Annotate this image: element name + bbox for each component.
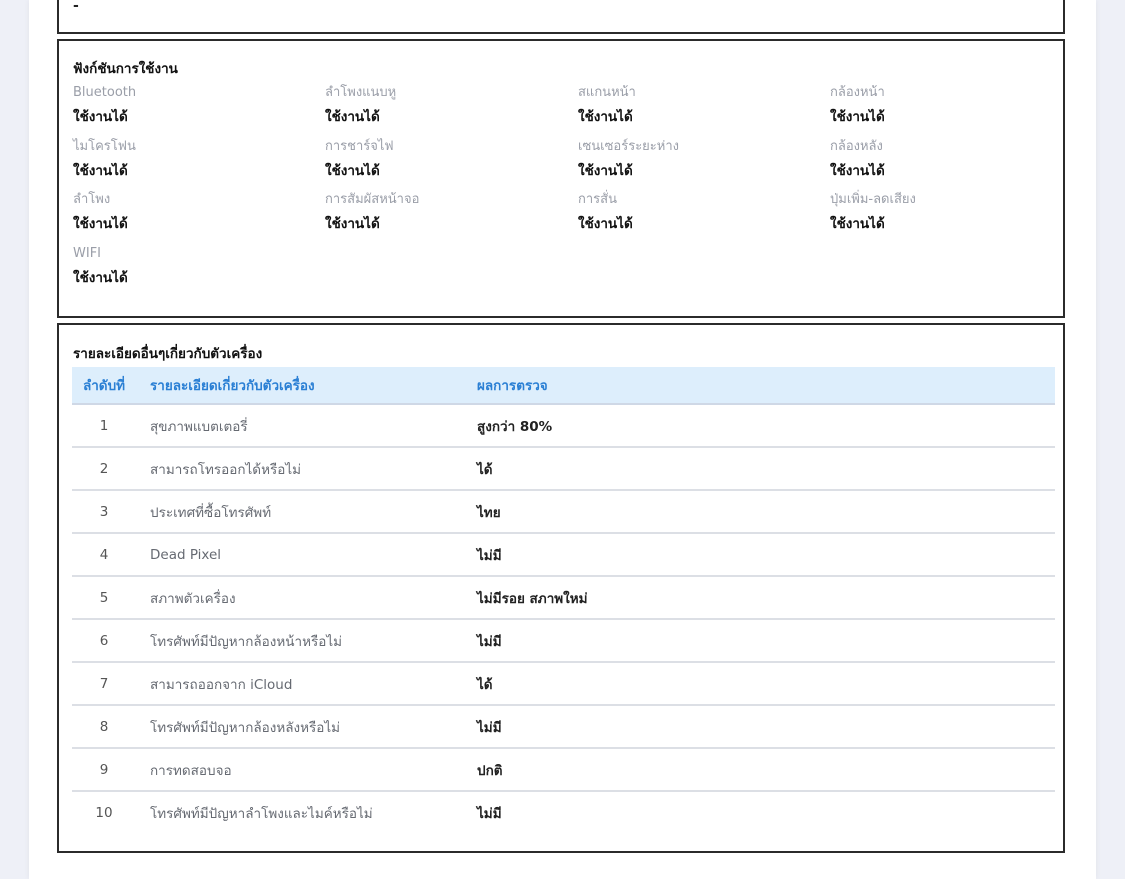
function-status: ใช้งานได้ <box>73 216 128 232</box>
header-description: รายละเอียดเกี่ยวกับตัวเครื่อง <box>136 367 477 404</box>
function-item-front-camera <box>830 85 1070 126</box>
function-status: ใช้งานได้ <box>578 109 633 125</box>
row-description: ประเทศที่ซื้อโทรศัพท์ <box>136 490 477 533</box>
table-row <box>72 748 1055 791</box>
row-result: ไม่มี <box>477 705 1055 748</box>
header-no: ลำดับที่ <box>72 367 136 404</box>
function-status: ใช้งานได้ <box>578 216 633 232</box>
details-title: รายละเอียดอื่นๆเกี่ยวกับตัวเครื่อง <box>73 346 263 362</box>
function-label: WIFI <box>73 246 101 261</box>
function-item-wifi <box>73 246 313 287</box>
row-no: 3 <box>72 490 136 533</box>
row-no: 6 <box>72 619 136 662</box>
row-no: 8 <box>72 705 136 748</box>
row-no: 10 <box>95 804 113 821</box>
function-item-earpiece <box>325 85 565 126</box>
function-item-vibration <box>578 192 818 233</box>
table-row <box>72 662 1055 705</box>
details-table <box>72 367 1055 833</box>
row-description: การทดสอบจอ <box>136 748 477 791</box>
row-description: โทรศัพท์มีปัญหากล้องหลังหรือไม่ <box>136 705 477 748</box>
function-label: การสัมผัสหน้าจอ <box>325 192 420 207</box>
row-description: สามารถโทรออกได้หรือไม่ <box>136 447 477 490</box>
function-label: ลำโพงแนบหู <box>325 85 397 100</box>
row-result: ได้ <box>477 662 1055 705</box>
details-section <box>57 323 1065 853</box>
row-result: ไม่มี <box>477 805 502 822</box>
row-no: 9 <box>72 748 136 791</box>
function-label: การชาร์จไฟ <box>325 139 394 154</box>
function-status: ใช้งานได้ <box>830 109 885 125</box>
function-item-face-scan <box>578 85 818 126</box>
function-status: ใช้งานได้ <box>325 109 380 125</box>
function-status: ใช้งานได้ <box>325 163 380 179</box>
row-result: ไทย <box>477 490 1055 533</box>
table-row <box>72 619 1055 662</box>
function-item-volume-buttons <box>830 192 1070 233</box>
row-description: สามารถออกจาก iCloud <box>136 662 477 705</box>
table-row <box>72 447 1055 490</box>
function-status: ใช้งานได้ <box>830 216 885 232</box>
row-no: 5 <box>72 576 136 619</box>
row-result: ไม่มีรอย สภาพใหม่ <box>477 576 1055 619</box>
header-result: ผลการตรวจ <box>477 367 1055 404</box>
function-status: ใช้งานได้ <box>578 163 633 179</box>
function-label: Bluetooth <box>73 85 137 100</box>
function-item-rear-camera <box>830 139 1070 180</box>
row-description: สภาพตัวเครื่อง <box>136 576 477 619</box>
row-description: สุขภาพแบตเตอรี่ <box>136 404 477 447</box>
function-label: ไมโครโฟน <box>73 139 136 154</box>
table-row <box>72 791 1055 833</box>
function-label: กล้องหน้า <box>830 85 885 100</box>
functions-title: ฟังก์ชันการใช้งาน <box>73 61 178 77</box>
function-label: สแกนหน้า <box>578 85 636 100</box>
row-result: ได้ <box>477 447 1055 490</box>
function-item-bluetooth <box>73 85 313 126</box>
function-status: ใช้งานได้ <box>830 163 885 179</box>
previous-section-value: - <box>73 0 79 14</box>
table-row <box>72 404 1055 447</box>
table-row <box>72 576 1055 619</box>
function-item-speaker <box>73 192 313 233</box>
row-result: ไม่มี <box>477 533 1055 576</box>
function-item-charging <box>325 139 565 180</box>
function-item-touchscreen <box>325 192 565 233</box>
function-status: ใช้งานได้ <box>73 109 128 125</box>
functions-section <box>57 39 1065 318</box>
row-description: โทรศัพท์มีปัญหากล้องหน้าหรือไม่ <box>136 619 477 662</box>
row-no: 1 <box>72 404 136 447</box>
row-no: 2 <box>72 447 136 490</box>
row-result: ปกติ <box>477 748 1055 791</box>
table-header-row <box>72 367 1055 404</box>
function-status: ใช้งานได้ <box>73 163 128 179</box>
function-item-microphone <box>73 139 313 180</box>
function-label: ลำโพง <box>73 192 111 207</box>
row-result: ไม่มี <box>477 619 1055 662</box>
report-page <box>29 0 1096 879</box>
previous-section-box <box>57 0 1065 34</box>
function-status: ใช้งานได้ <box>325 216 380 232</box>
row-no: 7 <box>72 662 136 705</box>
row-description: Dead Pixel <box>136 533 477 576</box>
function-status: ใช้งานได้ <box>73 270 128 286</box>
table-row <box>72 533 1055 576</box>
function-label: เซนเซอร์ระยะห่าง <box>578 139 679 154</box>
function-item-proximity-sensor <box>578 139 818 180</box>
function-label: การสั่น <box>578 192 617 207</box>
row-no: 4 <box>72 533 136 576</box>
table-row <box>72 490 1055 533</box>
function-label: กล้องหลัง <box>830 139 883 154</box>
row-description: โทรศัพท์มีปัญหาลำโพงและไมค์หรือไม่ <box>150 805 373 822</box>
row-result: สูงกว่า 80% <box>477 404 1055 447</box>
table-row <box>72 705 1055 748</box>
function-label: ปุ่มเพิ่ม-ลดเสียง <box>830 192 916 207</box>
